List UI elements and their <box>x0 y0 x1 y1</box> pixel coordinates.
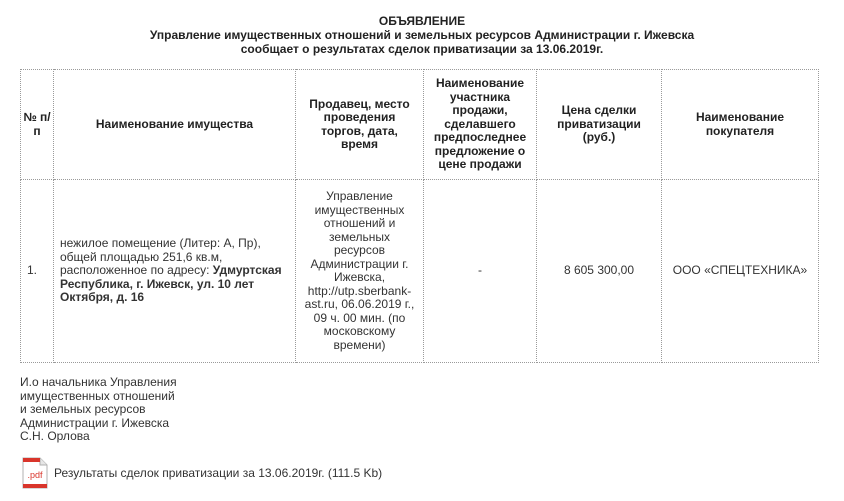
announcement-title: ОБЪЯВЛЕНИЕ <box>378 14 466 28</box>
header-buyer: Наименование покупателя <box>662 70 819 180</box>
header-seller: Продавец, место проведения торгов, дата, время <box>296 70 424 180</box>
announcement-subtitle-2: сообщает о результатах сделок приватизации за 13.06.2019г. <box>240 42 604 56</box>
attachment-label[interactable]: Результаты сделок приватизации за 13.06.2019г. (111.5 Kb) <box>54 466 383 480</box>
signature-line: и земельных ресурсов <box>20 402 146 416</box>
table-header-row <box>21 70 819 180</box>
signature-name: С.Н. Орлова <box>20 429 90 443</box>
signature-block <box>20 376 177 444</box>
header-number: № п/п <box>21 70 54 180</box>
row-property <box>54 180 296 363</box>
header-price: Цена сделки приватизации (руб.) <box>537 70 662 180</box>
property-description: нежилое помещение (Литер: А, Пр), общей площадью 251,6 кв.м, расположенное по адресу: <box>60 236 261 278</box>
signature-line: И.о начальника Управления <box>20 375 177 389</box>
row-number: 1. <box>21 180 54 363</box>
header-property: Наименование имущества <box>54 70 296 180</box>
row-participant: - <box>424 180 537 363</box>
header-participant: Наименование участника продажи, сделавшего предпоследнее предложение о цене продажи <box>424 70 537 180</box>
signature-line: имущественных отношений <box>20 388 175 403</box>
row-seller: Управление имущественных отношений и земельных ресурсов Администрации г. Ижевска, http://utp.sberbank-ast.ru, 06.06.2019 г., 09 ч. 00 мин. (по московскому времени) <box>296 180 424 363</box>
table-row <box>21 180 819 363</box>
results-table <box>20 69 819 363</box>
pdf-file-icon[interactable] <box>22 457 48 489</box>
signature-line: Администрации г. Ижевска <box>20 415 170 430</box>
announcement-subtitle: Управление имущественных отношений и земельных ресурсов Администрации г. Ижевска <box>149 28 695 42</box>
row-buyer: ООО «СПЕЦТЕХНИКА» <box>662 180 819 363</box>
row-price: 8 605 300,00 <box>537 180 662 363</box>
pdf-icon-label: .pdf <box>27 470 43 480</box>
property-address: Удмуртская Республика, г. Ижевск, ул. 10 лет Октября, д. 16 <box>60 263 282 305</box>
attachment-link[interactable] <box>22 457 382 489</box>
announcement-header <box>0 14 844 56</box>
